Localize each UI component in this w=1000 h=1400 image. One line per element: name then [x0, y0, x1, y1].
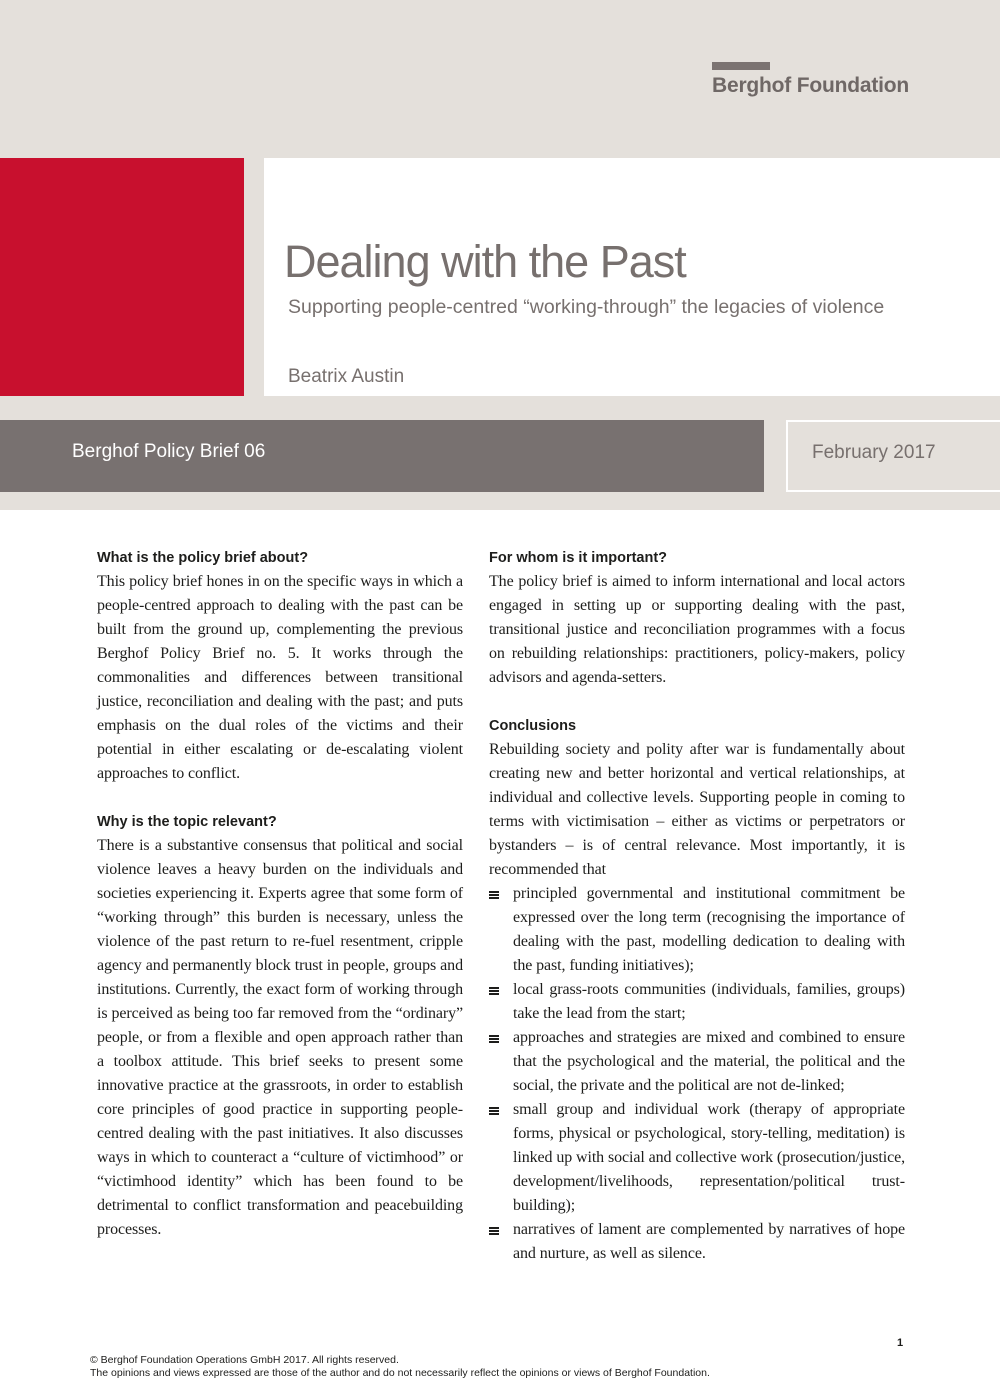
logo-bar-mark [712, 62, 770, 70]
conclusions-list [489, 882, 905, 1266]
page-number: 1 [897, 1337, 904, 1349]
list-item-text: small group and individual work (therapy of appropriate forms, physical or psychological, story-telling, meditation) is linked up with social and collective work (prosecution/justice, development/livelihoods, representation/political trust-building); [513, 1101, 905, 1214]
list-item-text: principled governmental and institutional commitment be expressed over the long term (recognising the importance of dealing with the past, modelling dedication to dealing with the past, funding initiatives); [513, 885, 905, 974]
bullet-icon [489, 891, 499, 899]
section-text: The policy brief is aimed to inform international and local actors engaged in setting up or supporting dealing with the past, transitional justice and reconciliation programmes with a focus on rebuilding relationships: practitioners, policy-makers, policy advisors and agenda-setters. [489, 573, 905, 686]
section-heading: For whom is it important? [489, 550, 668, 566]
publication-date: February 2017 [812, 442, 936, 463]
document-author: Beatrix Austin [288, 366, 405, 387]
bullet-icon [489, 987, 499, 995]
section-heading: Why is the topic relevant? [97, 814, 277, 830]
list-item-text: approaches and strategies are mixed and combined to ensure that the psychological and the material, the political and the social, the private and the political are not de-linked; [513, 1029, 905, 1094]
footer [90, 1354, 710, 1380]
right-column [489, 546, 905, 1290]
section-what-about [97, 546, 463, 786]
section-heading: What is the policy brief about? [97, 550, 309, 566]
list-item [489, 1098, 905, 1218]
section-text: There is a substantive consensus that political and social violence leaves a heavy burden on the individuals and societies experiencing it. Experts agree that some form of “working through” this burden is necessary, unless the violence of the past return to re-fuel resentment, cripple agency and permanently block trust in people, groups and institutions. Currently, the exact form of working through is perceived as being too far removed from the “ordinary” people, or from a flexible and open approach rather than a toolbox attitude. This brief seeks to present some innovative practice at the grassroots, in order to establish core principles of good practice in supporting people-centred dealing with the past initiatives. It also discusses ways in which to counteract a “culture of victimhood” or “victimhood identity” which has been found to be detrimental to conflict transformation and peacebuilding processes. [97, 837, 463, 1238]
list-item [489, 1218, 905, 1266]
bullet-icon [489, 1035, 499, 1043]
logo-text: Berghof Foundation [712, 74, 910, 97]
bullet-icon [489, 1107, 499, 1115]
section-conclusions [489, 714, 905, 1266]
berghof-logo [712, 62, 910, 98]
date-box [786, 420, 1000, 492]
section-text: Rebuilding society and polity after war is fundamentally about creating new and better horizontal and vertical relationships, at individual and collective levels. Supporting people in coming to terms with victimisation – either as victims or perpetrators or bystanders – is of central relevance. Most importantly, it is recommended that [489, 741, 905, 878]
bullet-icon [489, 1227, 499, 1235]
copyright-notice: © Berghof Foundation Operations GmbH 2017. All rights reserved. [90, 1354, 399, 1366]
list-item [489, 1026, 905, 1098]
section-for-whom [489, 546, 905, 690]
disclaimer-notice: The opinions and views expressed are those of the author and do not necessarily reflect the opinions or views of Berghof Foundation. [90, 1367, 710, 1379]
section-heading: Conclusions [489, 718, 577, 734]
document-title: Dealing with the Past [284, 236, 686, 287]
series-bar [0, 420, 764, 492]
list-item [489, 882, 905, 978]
red-accent-block [0, 158, 244, 396]
title-panel [264, 158, 1000, 396]
list-item [489, 978, 905, 1026]
document-subtitle: Supporting people-centred “working-through” the legacies of violence [288, 296, 885, 318]
list-item-text: local grass-roots communities (individuals, families, groups) take the lead from the start; [513, 981, 905, 1022]
section-why-relevant [97, 810, 463, 1242]
section-text: This policy brief hones in on the specific ways in which a people-centred approach to dealing with the past can be built from the ground up, complementing the previous Berghof Policy Brief no. 5. It works through the commonalities and differences between transitional justice, reconciliation and dealing with the past; and puts emphasis on the dual roles of the victims and their potential in either escalating or de-escalating violent approaches to conflict. [97, 573, 463, 782]
list-item-text: narratives of lament are complemented by narratives of hope and nurture, as well as silence. [513, 1221, 905, 1262]
series-label: Berghof Policy Brief 06 [72, 441, 266, 462]
left-column [97, 546, 463, 1266]
